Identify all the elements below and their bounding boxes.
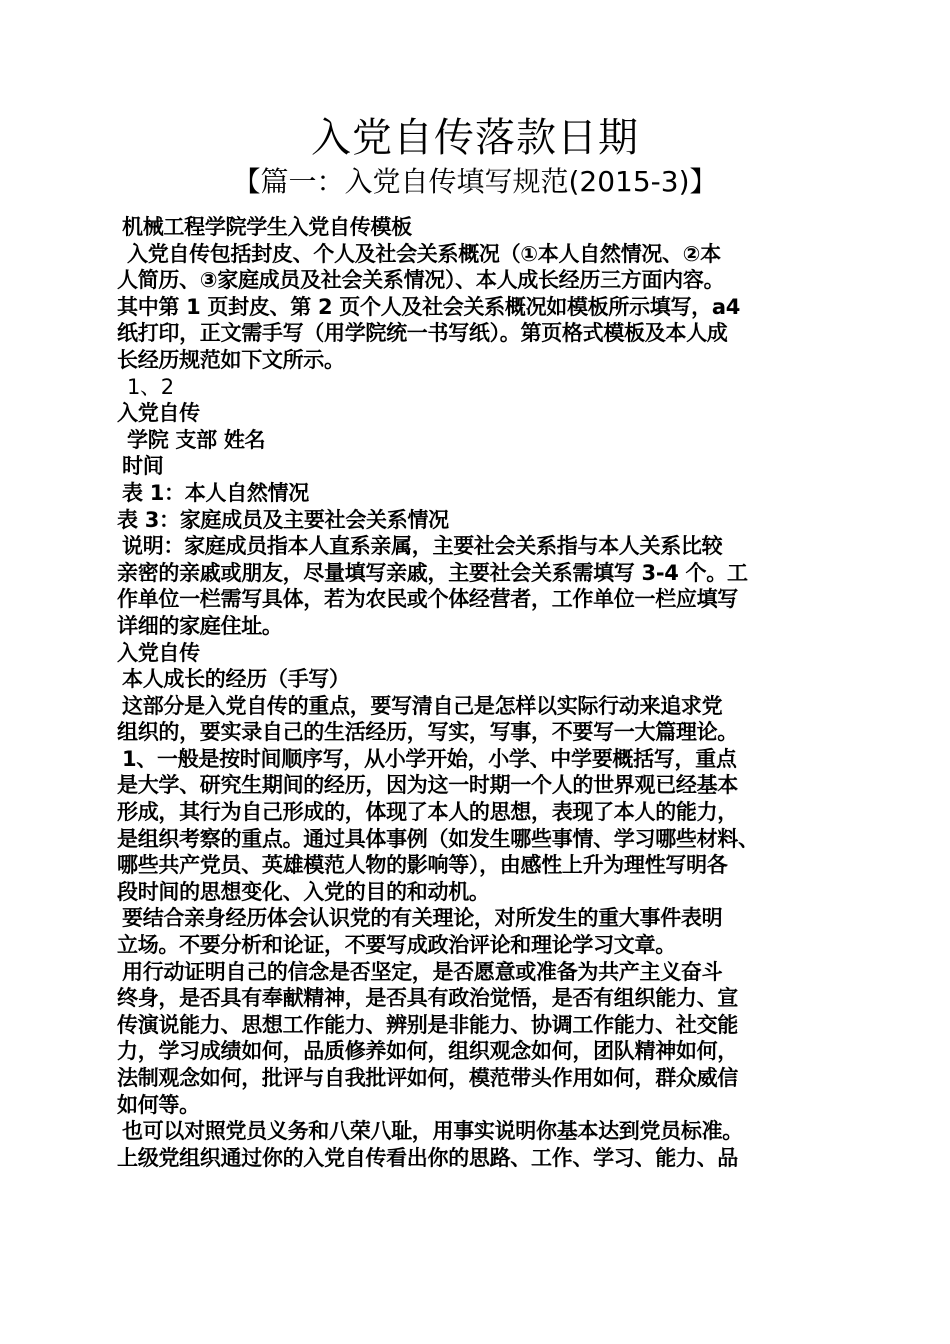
section-heading: 本人成长的经历（手写） — [122, 667, 350, 692]
paragraph-line: 详细的家庭住址。 — [117, 613, 283, 638]
paragraph-line: 长经历规范如下文所示。 — [117, 347, 345, 372]
paragraph-line: 立场。不要分析和论证，不要写成政治评论和理论学习文章。 — [117, 933, 676, 958]
paragraph-line: 纸打印，正文需手写（用学院统一书写纸）。第页格式模板及本人成 — [117, 321, 728, 346]
paragraph-line: 入党自传包括封皮、个人及社会关系概况（①本人自然情况、②本 — [127, 241, 721, 266]
paragraph-line: 段时间的思想变化、入党的目的和动机。 — [117, 879, 490, 904]
section-heading: 入党自传 — [117, 640, 200, 665]
paragraph-line: 终身，是否具有奉献精神，是否具有政治觉悟，是否有组织能力、宣 — [117, 986, 738, 1011]
paragraph-line: 其中第 1 页封皮、第 2 页个人及社会关系概况如模板所示填写，a4 — [117, 294, 741, 319]
paragraph-line: 用行动证明自己的信念是否坚定，是否愿意或准备为共产主义奋斗 — [122, 959, 723, 984]
paragraph-line: 组织的，要实录自己的生活经历，写实，写事，不要写一大篇理论。 — [117, 720, 738, 745]
form-field-line: 时间 — [122, 454, 164, 479]
paragraph-line: 哪些共产党员、英雄模范人物的影响等），由感性上升为理性写明各 — [117, 853, 728, 878]
paragraph-line: 是组织考察的重点。通过具体事例（如发生哪些事情、学习哪些材料、 — [117, 826, 759, 851]
section-heading: 机械工程学院学生入党自传模板 — [122, 215, 412, 239]
paragraph-line: 形成，其行为自己形成的，体现了本人的思想，表现了本人的能力， — [117, 800, 738, 825]
document-title: 入党自传落款日期 — [311, 115, 639, 161]
table-caption: 表 1：本人自然情况 — [122, 480, 309, 505]
document-subtitle: 【篇一：入党自传填写规范(2015-3)】 — [232, 165, 718, 198]
paragraph-line: 是大学、研究生期间的经历，因为这一时期一个人的世界观已经基本 — [117, 773, 738, 798]
paragraph-line: 也可以对照党员义务和八荣八耻，用事实说明你基本达到党员标准。 — [122, 1119, 743, 1144]
paragraph-line: 上级党组织通过你的入党自传看出你的思路、工作、学习、能力、品 — [117, 1145, 738, 1170]
paragraph-line: 人简历、③家庭成员及社会关系情况）、本人成长经历三方面内容。 — [117, 268, 725, 293]
paragraph-line: 要结合亲身经历体会认识党的有关理论，对所发生的重大事件表明 — [122, 906, 723, 931]
paragraph-line: 作单位一栏需写具体，若为农民或个体经营者，工作单位一栏应填写 — [117, 587, 738, 612]
form-fields-line: 学院 支部 姓名 — [127, 427, 266, 452]
document-body — [117, 214, 845, 1171]
section-heading: 入党自传 — [117, 401, 200, 426]
paragraph-line: 1、一般是按时间顺序写，从小学开始，小学、中学要概括写，重点 — [122, 746, 737, 771]
paragraph-line: 这部分是入党自传的重点，要写清自己是怎样以实际行动来追求党 — [122, 693, 723, 718]
paragraph-line: 传演说能力、思想工作能力、辨别是非能力、协调工作能力、社交能 — [117, 1012, 738, 1037]
paragraph-line: 亲密的亲戚或朋友，尽量填写亲戚，主要社会关系需填写 3-4 个。工 — [117, 560, 748, 585]
table-caption: 表 3：家庭成员及主要社会关系情况 — [117, 507, 449, 532]
paragraph-line: 说明：家庭成员指本人直系亲属，主要社会关系指与本人关系比较 — [122, 534, 723, 559]
paragraph-line: 法制观念如何，批评与自我批评如何，模范带头作用如何，群众威信 — [117, 1066, 738, 1090]
paragraph-line: 如何等。 — [117, 1092, 200, 1117]
paragraph-line: 力，学习成绩如何，品质修养如何，组织观念如何，团队精神如何， — [117, 1039, 738, 1064]
page-numbers-line: 1、2 — [127, 374, 174, 399]
